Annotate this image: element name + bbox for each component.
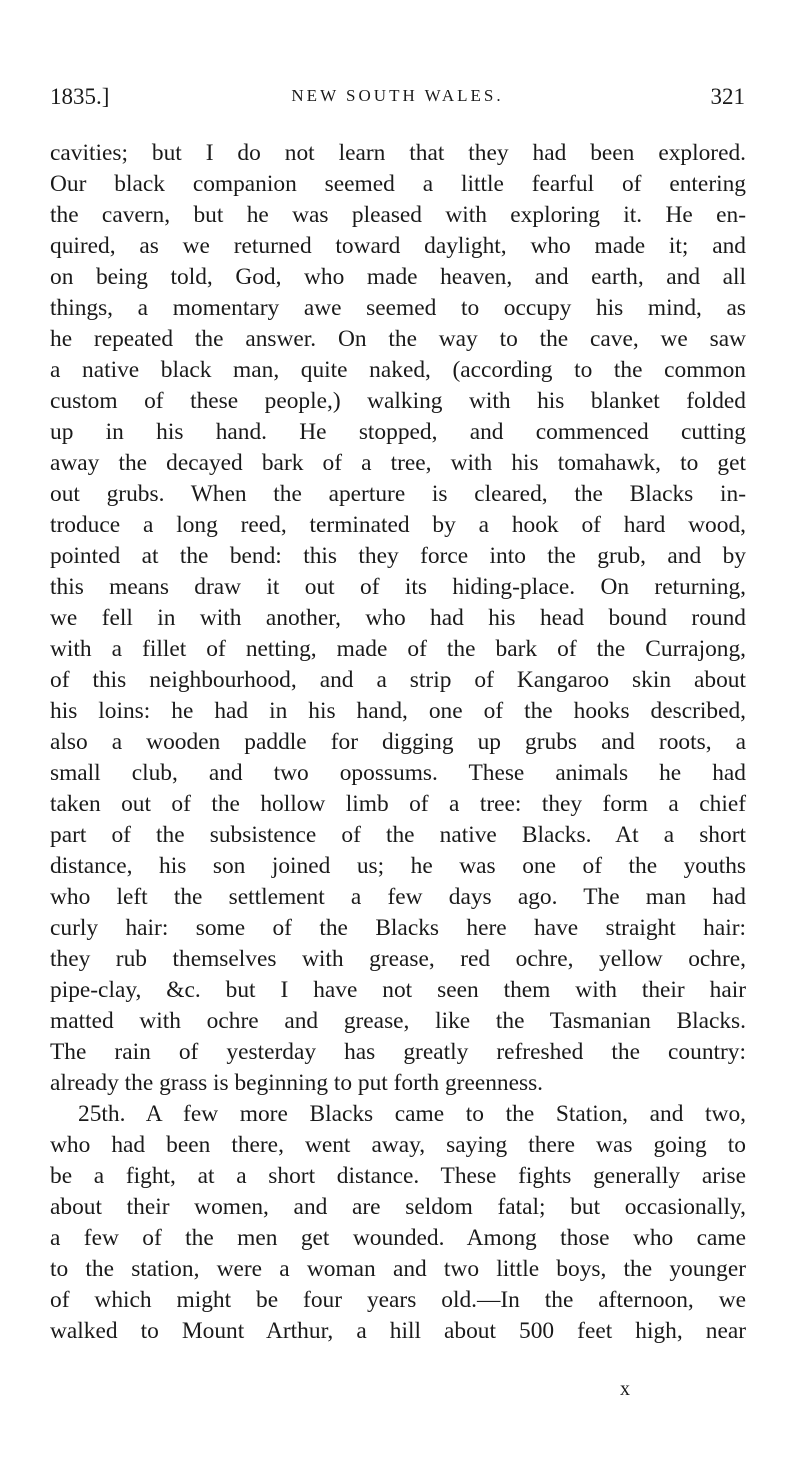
header-title: NEW SOUTH WALES. bbox=[291, 86, 504, 105]
page-number: 321 bbox=[710, 84, 745, 109]
signature-mark: x bbox=[620, 1378, 630, 1400]
text-line: troduce a long reed, terminated by a hook of hard wood, bbox=[50, 512, 746, 538]
text-line: custom of these people,) walking with his blanket folded bbox=[50, 388, 746, 414]
text-line: be a fight, at a short distance. These fights generally arise bbox=[50, 1163, 746, 1189]
text-line: of this neighbourhood, and a strip of Kangaroo skin about bbox=[50, 667, 746, 693]
header-year: 1835.] bbox=[50, 84, 110, 109]
text-line: up in his hand. He stopped, and commenced cutting bbox=[50, 419, 746, 445]
text-line: things, a momentary awe seemed to occupy his mind, as bbox=[50, 295, 746, 321]
text-line: walked to Mount Arthur, a hill about 500 feet high, near bbox=[50, 1318, 746, 1344]
text-line: who had been there, went away, saying there was going to bbox=[50, 1132, 746, 1158]
text-line: with a fillet of netting, made of the bark of the Currajong, bbox=[50, 636, 746, 662]
text-line: to the station, were a woman and two little boys, the younger bbox=[50, 1256, 746, 1282]
text-line: curly hair: some of the Blacks here have straight hair: bbox=[50, 915, 746, 941]
text-line: he repeated the answer. On the way to the cave, we saw bbox=[50, 326, 746, 352]
text-line: small club, and two opossums. These animals he had bbox=[50, 760, 746, 786]
text-line: of which might be four years old.—In the afternoon, we bbox=[50, 1287, 746, 1313]
text-line: his loins: he had in his hand, one of the hooks described, bbox=[50, 698, 746, 724]
text-line: away the decayed bark of a tree, with his tomahawk, to get bbox=[50, 450, 746, 476]
text-line: already the grass is beginning to put forth greenness. bbox=[50, 1070, 544, 1096]
text-line: who left the settlement a few days ago. The man had bbox=[50, 884, 746, 910]
text-line: a few of the men get wounded. Among those who came bbox=[50, 1225, 746, 1251]
text-line: matted with ochre and grease, like the Tasmanian Blacks. bbox=[50, 1008, 746, 1034]
running-header bbox=[50, 84, 745, 116]
text-line: quired, as we returned toward daylight, who made it; and bbox=[50, 233, 746, 259]
text-line: a native black man, quite naked, (according to the common bbox=[50, 357, 746, 383]
text-line: 25th. A few more Blacks came to the Station, and two, bbox=[78, 1101, 746, 1127]
text-line: also a wooden paddle for digging up grubs and roots, a bbox=[50, 729, 746, 755]
text-line: pointed at the bend: this they force into the grub, and by bbox=[50, 543, 746, 569]
text-line: about their women, and are seldom fatal; but occasionally, bbox=[50, 1194, 746, 1220]
text-line: this means draw it out of its hiding-place. On returning, bbox=[50, 574, 746, 600]
text-line: The rain of yesterday has greatly refreshed the country: bbox=[50, 1039, 746, 1065]
text-line: taken out of the hollow limb of a tree: they form a chief bbox=[50, 791, 746, 817]
text-line: part of the subsistence of the native Blacks. At a short bbox=[50, 822, 746, 848]
text-line: distance, his son joined us; he was one of the youths bbox=[50, 853, 746, 879]
body-text bbox=[50, 138, 746, 1347]
text-line: on being told, God, who made heaven, and earth, and all bbox=[50, 264, 746, 290]
text-line: Our black companion seemed a little fearful of entering bbox=[50, 171, 746, 197]
text-line: pipe-clay, &c. but I have not seen them with their hair bbox=[50, 977, 746, 1003]
text-line: cavities; but I do not learn that they had been explored. bbox=[50, 140, 746, 166]
text-line: the cavern, but he was pleased with exploring it. He en- bbox=[50, 202, 746, 228]
text-line: out grubs. When the aperture is cleared, the Blacks in- bbox=[50, 481, 746, 507]
text-line: they rub themselves with grease, red ochre, yellow ochre, bbox=[50, 946, 746, 972]
text-line: we fell in with another, who had his head bound round bbox=[50, 605, 746, 631]
